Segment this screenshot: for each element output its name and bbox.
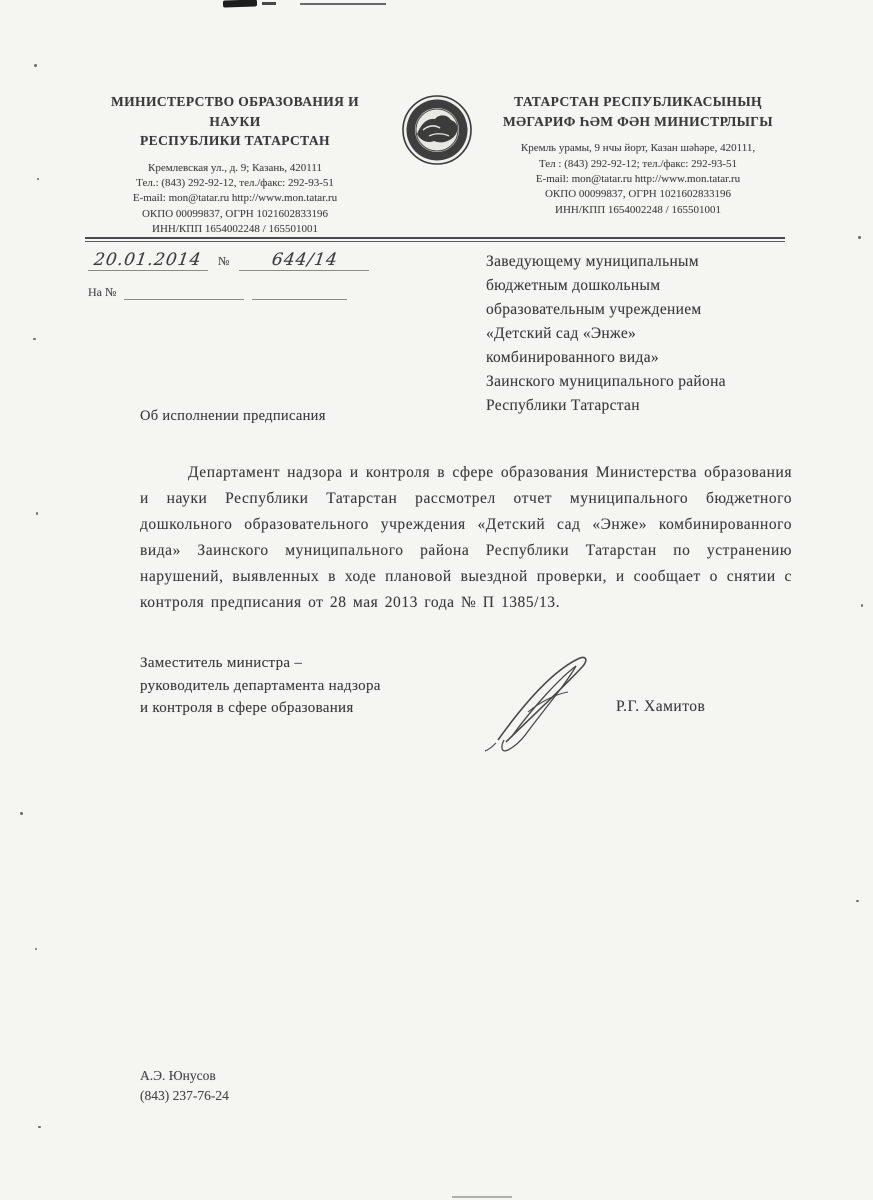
letterhead-tatar xyxy=(488,92,788,238)
signer-position xyxy=(140,652,460,720)
subject-line: Об исполнении предписания xyxy=(140,408,326,424)
recipient-line: Заинского муниципального района xyxy=(486,373,726,391)
address-tt: Кремль урамы, 9 нчы йорт, Казан шәһәре, 420111, xyxy=(520,142,756,155)
handwritten-signature xyxy=(468,650,628,760)
scan-artifact xyxy=(223,0,257,8)
email-ru: E-mail: mon@tatar.ru http://www.mon.tatar.ru xyxy=(132,192,338,205)
tatarstan-seal-icon xyxy=(401,94,473,166)
scan-speck xyxy=(36,512,38,515)
scan-speck xyxy=(856,900,859,902)
signer-position-line: руководитель департамента надзора xyxy=(140,677,381,694)
phone-ru: Тел.: (843) 292-92-12, тел./факс: 292-93-51 xyxy=(136,177,334,190)
recipient-line: «Детский сад «Энже» xyxy=(486,325,637,343)
ministry-title-tt-line2: МӘГАРИФ ҺӘМ ФӘН МИНИСТРЛЫГЫ xyxy=(503,113,773,129)
handwritten-number: 644/14 xyxy=(270,250,339,270)
scan-speck xyxy=(861,604,863,607)
okpo-ru: ОКПО 00099837, ОГРН 1021602833196 xyxy=(141,207,329,220)
letter-body: Департамент надзора и контроля в сфере образования Министерства образования и науки Республики Татарстан рассмотрел отчет муниципального бюджетного дошкольного образовательного учреждения «Детский сад «Энже» комбинированного вида» Заинского муниципального района Республики Татарстан по устранению нарушений, выявленных в ходе плановой выездной проверки, и сообщает о снятии с контроля предписания от 28 мая 2013 года № П 1385/13. xyxy=(140,464,792,612)
signer-position-line: и контроля в сфере образования xyxy=(140,700,354,716)
scan-artifact xyxy=(300,3,386,5)
signer-position-line: Заместитель министра – xyxy=(140,655,303,671)
phone-tt: Тел : (843) 292-92-12; тел./факс: 292-93-51 xyxy=(538,157,738,170)
number-label: № xyxy=(218,254,230,268)
scan-speck xyxy=(37,178,39,180)
number-field xyxy=(239,250,369,271)
executor-phone: (843) 237-76-24 xyxy=(140,1088,229,1104)
letterhead-divider xyxy=(85,237,785,242)
emblem-wrap xyxy=(398,92,476,238)
address-ru: Кремлевская ул., д. 9; Казань, 420111 xyxy=(148,161,322,174)
letterhead-russian xyxy=(85,92,385,238)
na-field-1 xyxy=(124,286,244,300)
recipient-block xyxy=(486,250,801,418)
okpo-tt: ОКПО 00099837, ОГРН 1021602833196 xyxy=(544,188,732,201)
executor-name: А.Э. Юнусов xyxy=(140,1068,216,1083)
recipient-line: бюджетным дошкольным xyxy=(486,277,661,295)
handwritten-date: 20.01.2014 xyxy=(92,250,204,270)
scan-speck xyxy=(35,948,37,950)
reference-block xyxy=(88,250,418,300)
recipient-line: образовательным учреждением xyxy=(486,301,702,319)
signature-icon xyxy=(468,650,628,755)
scan-speck xyxy=(38,1126,41,1128)
scan-artifact xyxy=(262,2,276,5)
scan-speck xyxy=(452,1196,512,1198)
scan-speck xyxy=(34,64,37,67)
signer-name: Р.Г. Хамитов xyxy=(616,698,706,715)
letterhead xyxy=(85,92,788,238)
na-label: На № xyxy=(88,285,117,299)
ministry-title-ru-line1: МИНИСТЕРСТВО ОБРАЗОВАНИЯ И НАУКИ xyxy=(111,94,359,129)
na-field-2 xyxy=(252,286,347,300)
ministry-title-ru-line2: РЕСПУБЛИКИ ТАТАРСТАН xyxy=(140,133,330,149)
recipient-line: Заведующему муниципальным xyxy=(486,253,699,270)
inn-tt: ИНН/КПП 1654002248 / 165501001 xyxy=(555,203,721,216)
date-field xyxy=(88,250,208,271)
recipient-line: Республики Татарстан xyxy=(486,397,640,415)
ministry-title-tt-line1: ТАТАРСТАН РЕСПУБЛИКАСЫНЫҢ xyxy=(514,94,762,109)
scan-speck xyxy=(20,812,23,815)
recipient-line: комбинированного вида» xyxy=(486,349,659,367)
email-tt: E-mail: mon@tatar.ru http://www.mon.tatar.ru xyxy=(535,172,741,185)
scan-speck xyxy=(33,338,36,340)
inn-ru: ИНН/КПП 1654002248 / 165501001 xyxy=(152,223,318,236)
scan-speck xyxy=(858,236,861,239)
executor-block xyxy=(140,1066,229,1107)
